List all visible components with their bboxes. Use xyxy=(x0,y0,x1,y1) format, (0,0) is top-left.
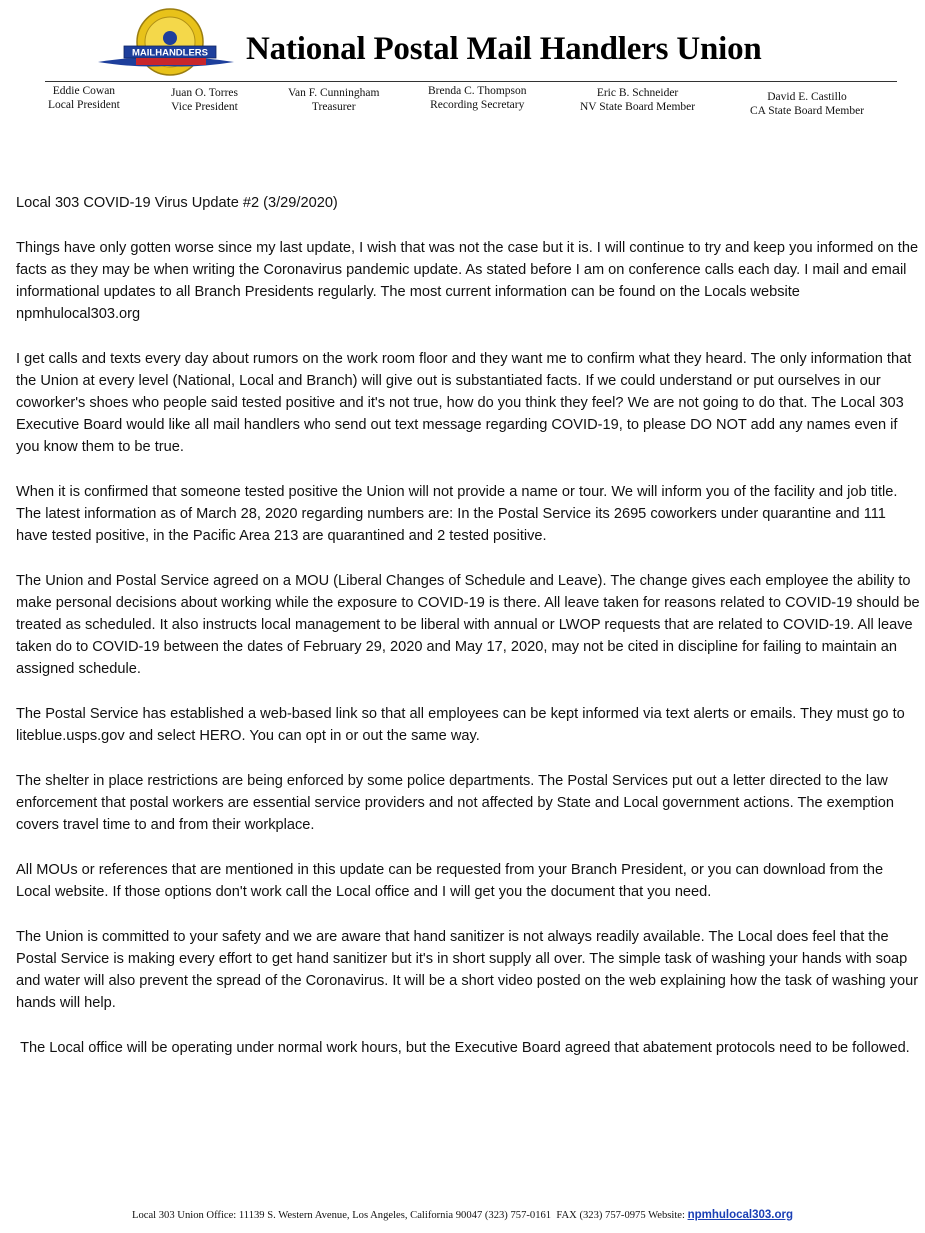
officer-title: Vice President xyxy=(171,101,238,113)
officer-name: Eric B. Schneider xyxy=(596,87,679,99)
officer-name: Eddie Cowan xyxy=(52,85,116,97)
officer-entry xyxy=(171,86,238,114)
officer-title: Recording Secretary xyxy=(430,99,525,111)
letter-heading: Local 303 COVID-19 Virus Update #2 (3/29/2020) xyxy=(16,195,338,211)
officer-entry xyxy=(428,84,527,112)
letter-paragraph: The Union is committed to your safety and we are aware that hand sanitizer is not always readily available. The Local does feel that the Postal Service is making every effort to get hand sanitizer but it's in short supply all over. The simple task of washing your hands with soap and water will also prevent the spread of the Coronavirus. It will be a short video posted on the web explaining how the task of washing your hands will help. xyxy=(16,929,919,1011)
union-title: National Postal Mail Handlers Union xyxy=(246,31,762,67)
letter-paragraph: The Postal Service has established a web-based link so that all employees can be kept informed via text alerts or emails. They must go to liteblue.usps.gov and select HERO. You can opt in or out the same way. xyxy=(16,706,905,744)
officer-name: David E. Castillo xyxy=(767,91,847,103)
officer-title: Treasurer xyxy=(311,101,356,113)
officer-name: Van F. Cunningham xyxy=(288,87,380,99)
letterhead xyxy=(0,0,925,130)
letterhead-rule xyxy=(45,81,897,82)
letter-paragraph: Things have only gotten worse since my last update, I wish that was not the case but it is. I will continue to try and keep you informed on the facts as they may be when writing the Coronavirus pandemic update. As stated before I am on conference calls each day. I mail and email informational updates to all Branch Presidents regularly. The most current information can be found on the Locals website npmhulocal303.org xyxy=(16,240,919,322)
officer-title: CA State Board Member xyxy=(750,105,865,117)
union-logo-icon xyxy=(96,8,236,82)
footer-website-link[interactable]: npmhulocal303.org xyxy=(687,1209,793,1221)
officer-title: Local President xyxy=(48,99,120,111)
logo-banner-text: MAILHANDLERS xyxy=(132,47,208,59)
officer-entry xyxy=(750,90,864,118)
letter-paragraph: I get calls and texts every day about rumors on the work room floor and they want me to confirm what they heard. The only information that the Union at every level (National, Local and Branch) will give out is substantiated facts. If we could understand or put ourselves in our coworker's shoes who people said tested positive and it's not true, how do you think they feel? We are not going to do that. The Local 303 Executive Board would like all mail handlers who send out text message regarding COVID-19, to please DO NOT add any names even if you know them to be true. xyxy=(16,351,912,455)
footer-address: Local 303 Union Office: 11139 S. Western Avenue, Los Angeles, California 90047 (323) 757-0161 FAX (323) 757-0975 Website: xyxy=(132,1210,688,1221)
letter-paragraph: The Local office will be operating under normal work hours, but the Executive Board agreed that abatement protocols need to be followed. xyxy=(16,1040,910,1056)
officer-entry xyxy=(580,86,695,114)
officer-name: Juan O. Torres xyxy=(171,87,239,99)
letter-paragraph: The shelter in place restrictions are being enforced by some police departments. The Postal Services put out a letter directed to the law enforcement that postal workers are essential service providers and not affected by State and Local government actions. The exemption covers travel time to and from their workplace. xyxy=(16,773,895,833)
letter-body xyxy=(16,192,921,1082)
letter-paragraph: The Union and Postal Service agreed on a MOU (Liberal Changes of Schedule and Leave). The change gives each employee the ability to make personal decisions about working while the exposure to COVID-19 is there. All leave taken for reasons related to COVID-19 should be treated as scheduled. It also instructs local management to be liberal with annual or LWOP requests that are related to COVID-19. All leave taken do to COVID-19 between the dates of February 29, 2020 and May 17, 2020, may not be cited in discipline for failing to maintain an assigned schedule. xyxy=(16,573,920,677)
officer-entry xyxy=(288,86,379,114)
letter-paragraph: When it is confirmed that someone tested positive the Union will not provide a name or tour. We will inform you of the facility and job title. The latest information as of March 28, 2020 regarding numbers are: In the Postal Service its 2695 coworkers under quarantine and 111 have tested positive, in the Pacific Area 213 are quarantined and 2 tested positive. xyxy=(16,484,898,544)
footer xyxy=(0,1209,925,1221)
officer-entry xyxy=(48,84,120,112)
officer-list xyxy=(0,84,925,124)
officer-title: NV State Board Member xyxy=(580,101,696,113)
letter-paragraph: All MOUs or references that are mentioned in this update can be requested from your Branch President, or you can download from the Local website. If those options don't work call the Local office and I will get you the document that you need. xyxy=(16,862,884,900)
officer-name: Brenda C. Thompson xyxy=(428,85,527,97)
